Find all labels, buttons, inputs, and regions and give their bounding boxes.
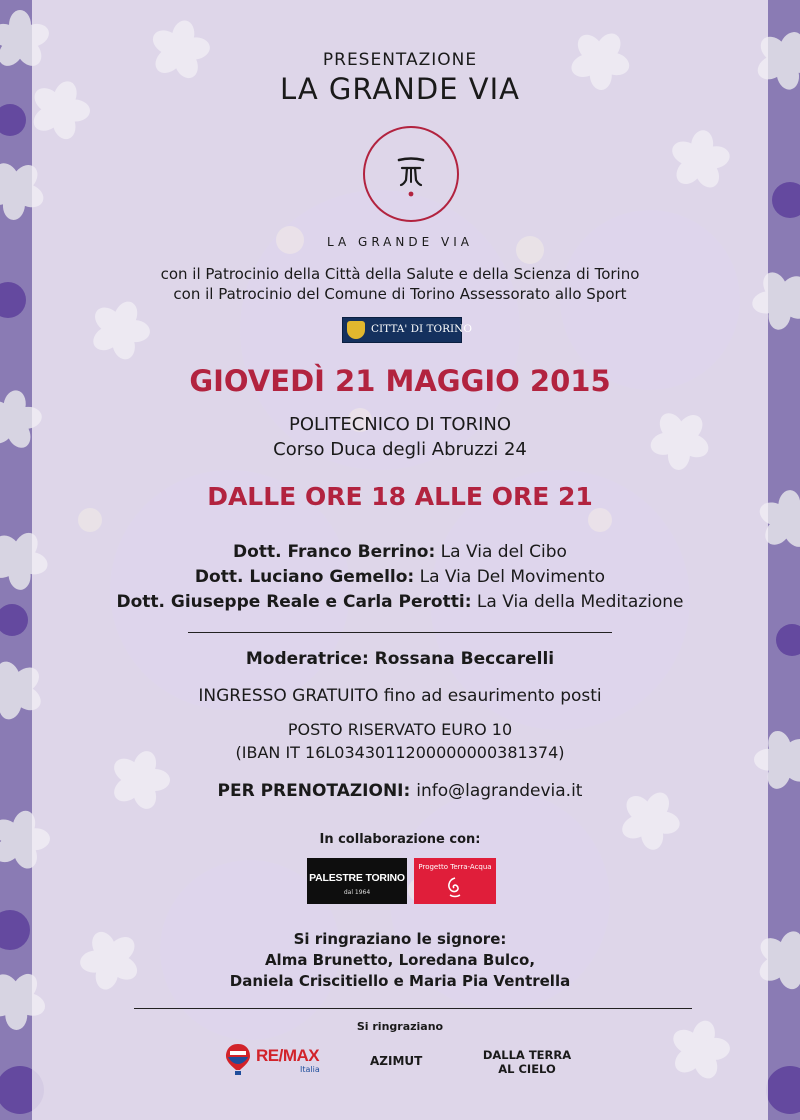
event-address: Corso Duca degli Abruzzi 24 <box>273 439 527 460</box>
thanks-ladies-heading: Si ringraziano le signore: <box>293 930 507 948</box>
speaker-line <box>32 592 768 612</box>
logo-mark <box>363 126 459 222</box>
poster-content <box>32 0 768 1120</box>
speaker-name: Dott. Giuseppe Reale e Carla Perotti: <box>116 592 472 612</box>
dalla-terra-logo <box>472 1048 582 1076</box>
logo-wordmark: LA GRANDE VIA <box>327 235 473 249</box>
free-entry <box>32 686 768 706</box>
free-entry-rest: fino ad esaurimento posti <box>378 686 602 706</box>
event-time: DALLE ORE 18 ALLE ORE 21 <box>207 482 593 511</box>
remax-logo <box>224 1042 334 1078</box>
iban: (IBAN IT 16L0343011200000000381374) <box>235 743 565 762</box>
poster-title: LA GRANDE VIA <box>280 72 520 106</box>
thanks-ladies-names-2: Daniela Criscitiello e Maria Pia Ventrella <box>229 972 571 990</box>
speaker-name: Dott. Luciano Gemello: <box>194 567 415 587</box>
divider <box>188 632 612 633</box>
thanks-ladies-names-1: Alma Brunetto, Loredana Bulco, <box>264 951 536 969</box>
presentation-label: PRESENTAZIONE <box>322 50 478 70</box>
torii-icon <box>365 128 457 220</box>
speaker-name: Dott. Franco Berrino: <box>233 542 436 562</box>
patronage-line-2: con il Patrocinio del Comune di Torino Assessorato allo Sport <box>173 285 627 303</box>
speaker-topic: La Via Del Movimento <box>414 567 606 587</box>
citta-badge-text: CITTA' DI TORINO <box>371 323 472 335</box>
moderator: Moderatrice: Rossana Beccarelli <box>245 649 555 669</box>
dalla-line-1: DALLA TERRA <box>482 1048 572 1062</box>
swirl-icon <box>444 875 466 899</box>
balloon-icon <box>224 1042 252 1076</box>
dalla-line-2: AL CIELO <box>498 1062 556 1076</box>
booking-line <box>32 781 768 801</box>
torino-crest-icon <box>347 321 365 339</box>
event-date: GIOVEDÌ 21 MAGGIO 2015 <box>189 364 611 398</box>
remax-wordmark: RE/MAX <box>256 1046 320 1065</box>
terra-acqua-name: Progetto Terra-Acqua <box>418 863 492 871</box>
booking-label: PER PRENOTAZIONI: <box>217 781 417 801</box>
progetto-terra-acqua-logo <box>414 858 496 904</box>
patronage-line-1: con il Patrocinio della Città della Salute e della Scienza di Torino <box>160 265 640 283</box>
divider <box>134 1008 692 1009</box>
palestre-since: dal 1964 <box>343 889 371 896</box>
palestre-torino-logo <box>307 858 407 904</box>
collaboration-label: In collaborazione con: <box>319 832 481 847</box>
remax-subtitle: Italia <box>300 1065 320 1074</box>
speaker-line <box>32 542 768 562</box>
sponsors-label: Si ringraziano <box>356 1020 444 1033</box>
citta-di-torino-badge <box>342 317 472 343</box>
booking-email[interactable]: info@lagrandevia.it <box>416 781 583 801</box>
azimut-logo: AZIMUT <box>370 1054 423 1068</box>
speaker-topic: La Via della Meditazione <box>471 592 684 612</box>
free-entry-bold: INGRESSO GRATUITO <box>198 686 379 706</box>
speaker-line <box>32 567 768 587</box>
speaker-topic: La Via del Cibo <box>435 542 567 562</box>
event-venue: POLITECNICO DI TORINO <box>288 414 512 435</box>
palestre-name: PALESTRE TORINO <box>309 872 405 884</box>
reserved-seat: POSTO RISERVATO EURO 10 <box>287 720 513 739</box>
